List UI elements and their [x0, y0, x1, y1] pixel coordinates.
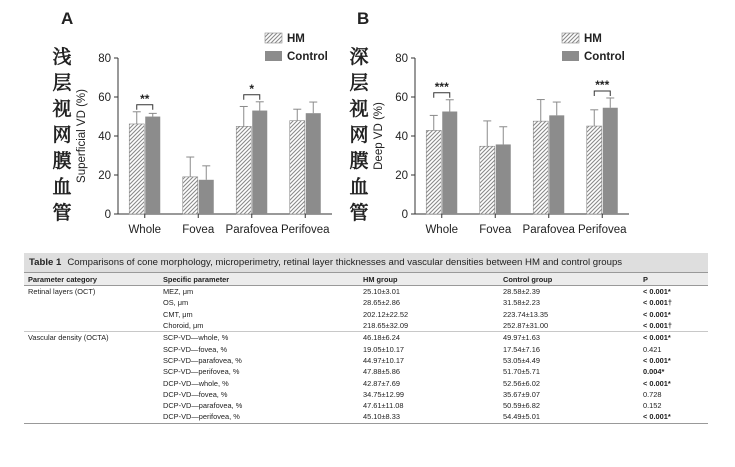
- hm-value-cell: 25.10±3.01: [359, 286, 499, 298]
- bar-control: [496, 144, 511, 214]
- control-value-cell: 52.56±6.02: [503, 378, 540, 388]
- parameter-cell: SCP-VD—fovea, %: [163, 344, 228, 354]
- table-row: [24, 411, 708, 423]
- category-cell: [24, 343, 159, 354]
- x-tick-label: Perifovea: [280, 224, 330, 236]
- p-value-cell: < 0.001*: [643, 309, 671, 319]
- table-number: Table 1: [29, 257, 62, 268]
- parameter-cell: Choroid, μm: [163, 321, 204, 331]
- x-tick-label: Whole: [425, 224, 459, 236]
- legend-label: Control: [287, 51, 328, 63]
- panel-b-char: 层: [349, 72, 369, 94]
- panel-b-char: 网: [349, 124, 369, 146]
- parameter-cell: OS, μm: [163, 298, 189, 308]
- parameter-cell: DCP-VD—perifovea, %: [159, 411, 359, 423]
- y-tick-label: 40: [98, 131, 111, 143]
- panel-b-char: 深: [349, 46, 369, 68]
- bar-control: [252, 111, 267, 214]
- hm-value-cell: 28.65±2.86: [363, 298, 400, 308]
- panel-a-char: 网: [52, 124, 72, 146]
- hm-value-cell: 45.10±8.33: [359, 411, 499, 423]
- significance-label: ***: [434, 79, 449, 94]
- y-tick-label: 60: [395, 92, 408, 104]
- bar-control: [306, 113, 321, 214]
- bar-hm: [587, 126, 602, 214]
- control-value-cell: 51.70±5.71: [503, 367, 540, 377]
- parameter-cell: SCP-VD—whole, %: [159, 332, 359, 344]
- p-value-cell: < 0.001*: [643, 378, 671, 388]
- panel-a-char: 层: [52, 72, 72, 94]
- control-value-cell: 28.58±2.39: [499, 286, 639, 298]
- y-tick-label: 0: [401, 209, 408, 221]
- y-axis-title: Deep VD (%): [373, 102, 385, 170]
- comparison-table: [24, 253, 708, 424]
- control-value-cell: 35.67±9.07: [503, 389, 540, 399]
- parameter-cell: SCP-VD—perifovea, %: [163, 367, 240, 377]
- p-value-cell: < 0.001*: [643, 355, 671, 365]
- p-value-cell: 0.004*: [643, 367, 665, 377]
- panel-b-char: 膜: [349, 150, 369, 172]
- table-row: [24, 355, 708, 366]
- panel-b-letter: B: [357, 9, 370, 28]
- table-row: [24, 309, 708, 320]
- table-title-bar: [24, 253, 708, 272]
- panel-a-char: 视: [52, 98, 72, 120]
- table-row: [24, 320, 708, 332]
- legend-label: HM: [584, 33, 602, 45]
- significance-label: **: [140, 91, 150, 106]
- control-value-cell: 31.58±2.23: [503, 298, 540, 308]
- significance-label: *: [249, 81, 255, 96]
- control-value-cell: 54.49±5.01: [499, 411, 639, 423]
- control-value-cell: 50.59±6.82: [503, 401, 540, 411]
- y-tick-label: 80: [395, 53, 408, 65]
- bar-hm: [236, 126, 251, 214]
- category-cell: [24, 355, 159, 366]
- parameter-cell: SCP-VD—parafovea, %: [163, 355, 242, 365]
- bar-hm: [290, 121, 305, 214]
- table-row: [24, 400, 708, 411]
- parameter-cell: DCP-VD—parafovea, %: [163, 401, 243, 411]
- y-tick-label: 20: [98, 170, 111, 182]
- y-axis-title: Superficial VD (%): [76, 89, 88, 183]
- y-tick-label: 80: [98, 53, 111, 65]
- hm-value-cell: 42.87±7.69: [363, 378, 400, 388]
- bar-control: [603, 108, 618, 214]
- category-cell: [24, 366, 159, 377]
- parameter-cell: DCP-VD—fovea, %: [163, 389, 228, 399]
- column-header: HM group: [359, 273, 499, 286]
- bar-control: [442, 112, 457, 214]
- column-header: Control group: [499, 273, 639, 286]
- bar-hm: [129, 124, 144, 214]
- panel-a-letter: A: [61, 9, 74, 28]
- bar-control: [199, 180, 214, 214]
- table-row: [24, 297, 708, 308]
- legend-swatch-hm: [265, 33, 282, 43]
- p-value-cell: 0.152: [643, 401, 662, 411]
- panel-a-char: 血: [52, 176, 72, 198]
- hm-value-cell: 44.97±10.17: [363, 355, 405, 365]
- y-tick-label: 20: [395, 170, 408, 182]
- panel-a-char: 膜: [52, 150, 72, 172]
- table-row: [24, 377, 708, 388]
- y-tick-label: 40: [395, 131, 408, 143]
- table-row: [24, 389, 708, 400]
- control-value-cell: 17.54±7.16: [503, 344, 540, 354]
- table-row: [24, 343, 708, 354]
- column-header: P: [639, 273, 708, 286]
- p-value-cell: < 0.001*: [639, 332, 708, 344]
- parameter-cell: MEZ, μm: [159, 286, 359, 298]
- table-header-row: [24, 273, 708, 286]
- table-row: [24, 332, 708, 344]
- bar-control: [145, 117, 160, 214]
- x-tick-label: Perifovea: [577, 224, 627, 236]
- y-tick-label: 0: [104, 209, 111, 221]
- panel-a-char: 管: [52, 202, 72, 224]
- category-cell: Retinal layers (OCT): [24, 286, 159, 298]
- p-value-cell: < 0.001*: [639, 411, 708, 423]
- superficial-vd-chart: [70, 28, 350, 250]
- control-value-cell: 223.74±13.35: [503, 309, 549, 319]
- category-cell: [24, 309, 159, 320]
- p-value-cell: 0.728: [643, 389, 662, 399]
- x-tick-label: Fovea: [479, 224, 512, 236]
- panel-b-char: 视: [349, 98, 369, 120]
- hm-value-cell: 19.05±10.17: [363, 344, 405, 354]
- panel-b-char: 管: [349, 202, 369, 224]
- data-table: [24, 272, 708, 424]
- panel-b-char: 血: [349, 176, 369, 198]
- x-tick-label: Whole: [128, 224, 162, 236]
- category-cell: [24, 389, 159, 400]
- x-tick-label: Parafovea: [522, 224, 575, 236]
- category-cell: [24, 297, 159, 308]
- legend-swatch-control: [265, 51, 282, 61]
- parameter-cell: CMT, μm: [163, 309, 193, 319]
- control-value-cell: 53.05±4.49: [503, 355, 540, 365]
- bar-hm: [480, 146, 495, 214]
- bar-hm: [533, 121, 548, 214]
- bar-hm: [183, 177, 198, 214]
- p-value-cell: 0.421: [643, 344, 662, 354]
- x-tick-label: Parafovea: [225, 224, 278, 236]
- hm-value-cell: 47.61±11.08: [363, 401, 404, 411]
- significance-label: ***: [595, 77, 610, 92]
- category-cell: [24, 411, 159, 423]
- x-tick-label: Fovea: [182, 224, 215, 236]
- column-header: Parameter category: [24, 273, 159, 286]
- legend-swatch-control: [562, 51, 579, 61]
- hm-value-cell: 202.12±22.52: [363, 309, 409, 319]
- bar-hm: [426, 130, 441, 214]
- hm-value-cell: 34.75±12.99: [363, 389, 405, 399]
- legend-swatch-hm: [562, 33, 579, 43]
- category-cell: Vascular density (OCTA): [24, 332, 159, 344]
- y-tick-label: 60: [98, 92, 111, 104]
- control-value-cell: 49.97±1.63: [499, 332, 639, 344]
- legend-label: Control: [584, 51, 625, 63]
- control-value-cell: 252.87±31.00: [503, 321, 549, 331]
- hm-value-cell: 46.18±6.24: [359, 332, 499, 344]
- p-value-cell: < 0.001†: [643, 321, 672, 331]
- table-row: [24, 286, 708, 298]
- table-title: Comparisons of cone morphology, microperimetry, retinal layer thicknesses and vascular densities between HM and control groups: [67, 257, 623, 268]
- category-cell: [24, 400, 159, 411]
- category-cell: [24, 320, 159, 332]
- legend-label: HM: [287, 33, 305, 45]
- category-cell: [24, 377, 159, 388]
- parameter-cell: DCP-VD—whole, %: [163, 378, 229, 388]
- bar-control: [549, 115, 564, 214]
- p-value-cell: < 0.001*: [639, 286, 708, 298]
- p-value-cell: < 0.001†: [643, 298, 672, 308]
- panel-a-char: 浅: [52, 46, 72, 68]
- table-row: [24, 366, 708, 377]
- column-header: Specific parameter: [159, 273, 359, 286]
- hm-value-cell: 218.65±32.09: [363, 321, 409, 331]
- hm-value-cell: 47.88±5.86: [363, 367, 400, 377]
- deep-vd-chart: [367, 28, 657, 250]
